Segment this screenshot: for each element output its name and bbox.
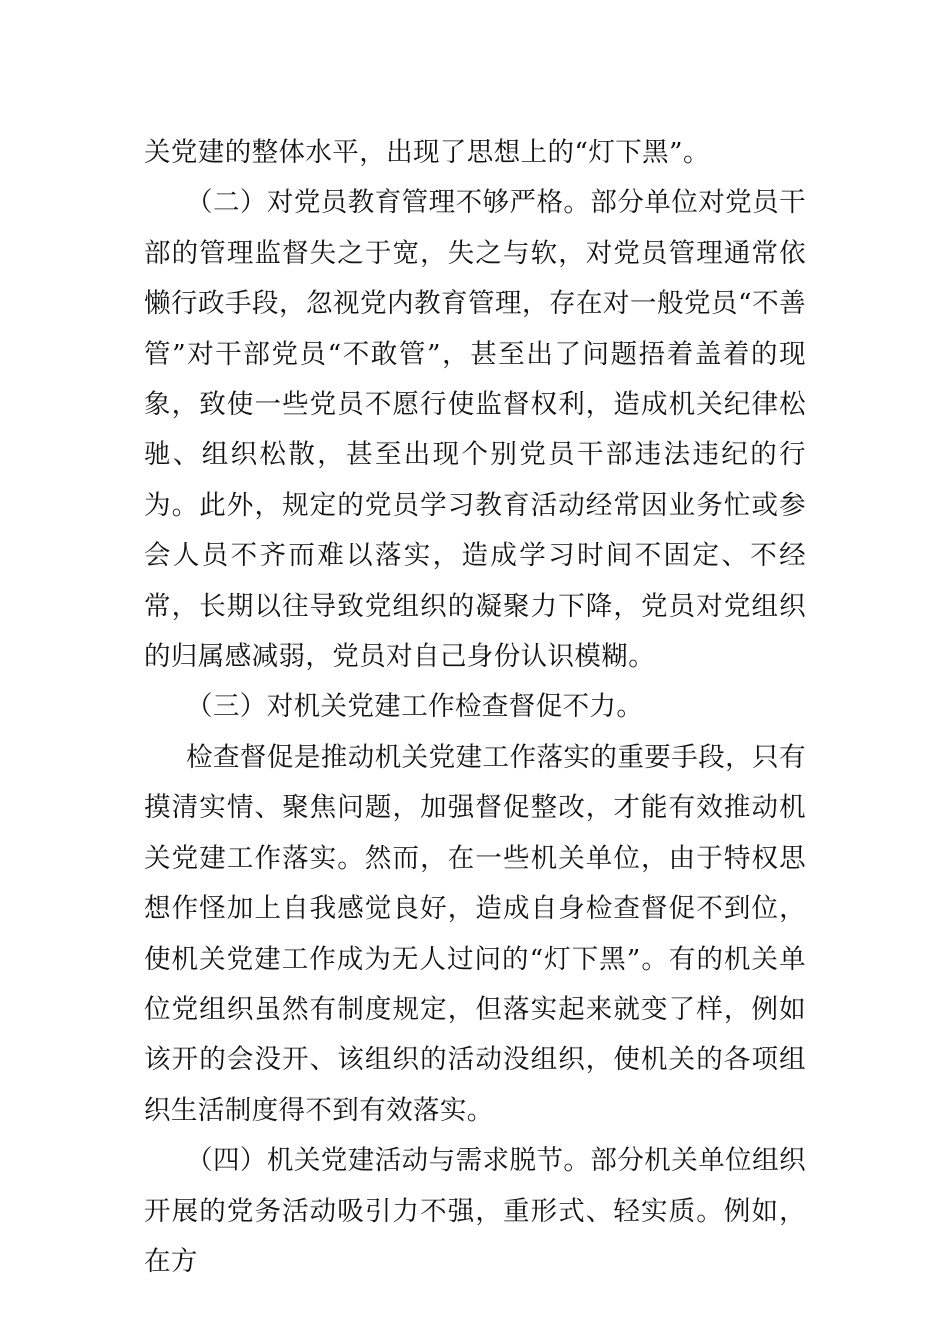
paragraph-section-four: （四）机关党建活动与需求脱节。部分机关单位组织开展的党务活动吸引力不强，重形式、轻实质。例如，在方	[144, 1145, 806, 1277]
paragraph-section-two: （二）对党员教育管理不够严格。部分单位对党员干部的管理监督失之于宽，失之与软，对党员管理通常依懒行政手段，忽视党内教育管理，存在对一般党员“不善管”对干部党员“不敢管”，甚至出了问题捂着盖着的现象，致使一些党员不愿行使监督权利，造成机关纪律松驰、组织松散，甚至出现个别党员干部违法违纪的行为。此外，规定的党员学习教育活动经常因业务忙或参会人员不齐而难以落实，造成学习时间不固定、不经常，长期以往导致党组织的凝聚力下降，党员对党组织的归属感减弱，党员对自己身份认识模糊。	[144, 187, 806, 673]
paragraph-section-three-body: 检查督促是推动机关党建工作落实的重要手段，只有摸清实情、聚焦问题，加强督促整改，才能有效推动机关党建工作落实。然而，在一些机关单位，由于特权思想作怪加上自我感觉良好，造成自身检查督促不到位，使机关党建工作成为无人过问的“灯下黑”。有的机关单位党组织虽然有制度规定，但落实起来就变了样，例如该开的会没开、该组织的活动没组织，使机关的各项组织生活制度得不到有效落实。	[144, 741, 806, 1126]
paragraph-continuation: 关党建的整体水平，出现了思想上的“灯下黑”。	[144, 137, 710, 168]
paragraph-section-three-heading: （三）对机关党建工作检查督促不力。	[186, 691, 644, 723]
document-body	[144, 128, 806, 1287]
